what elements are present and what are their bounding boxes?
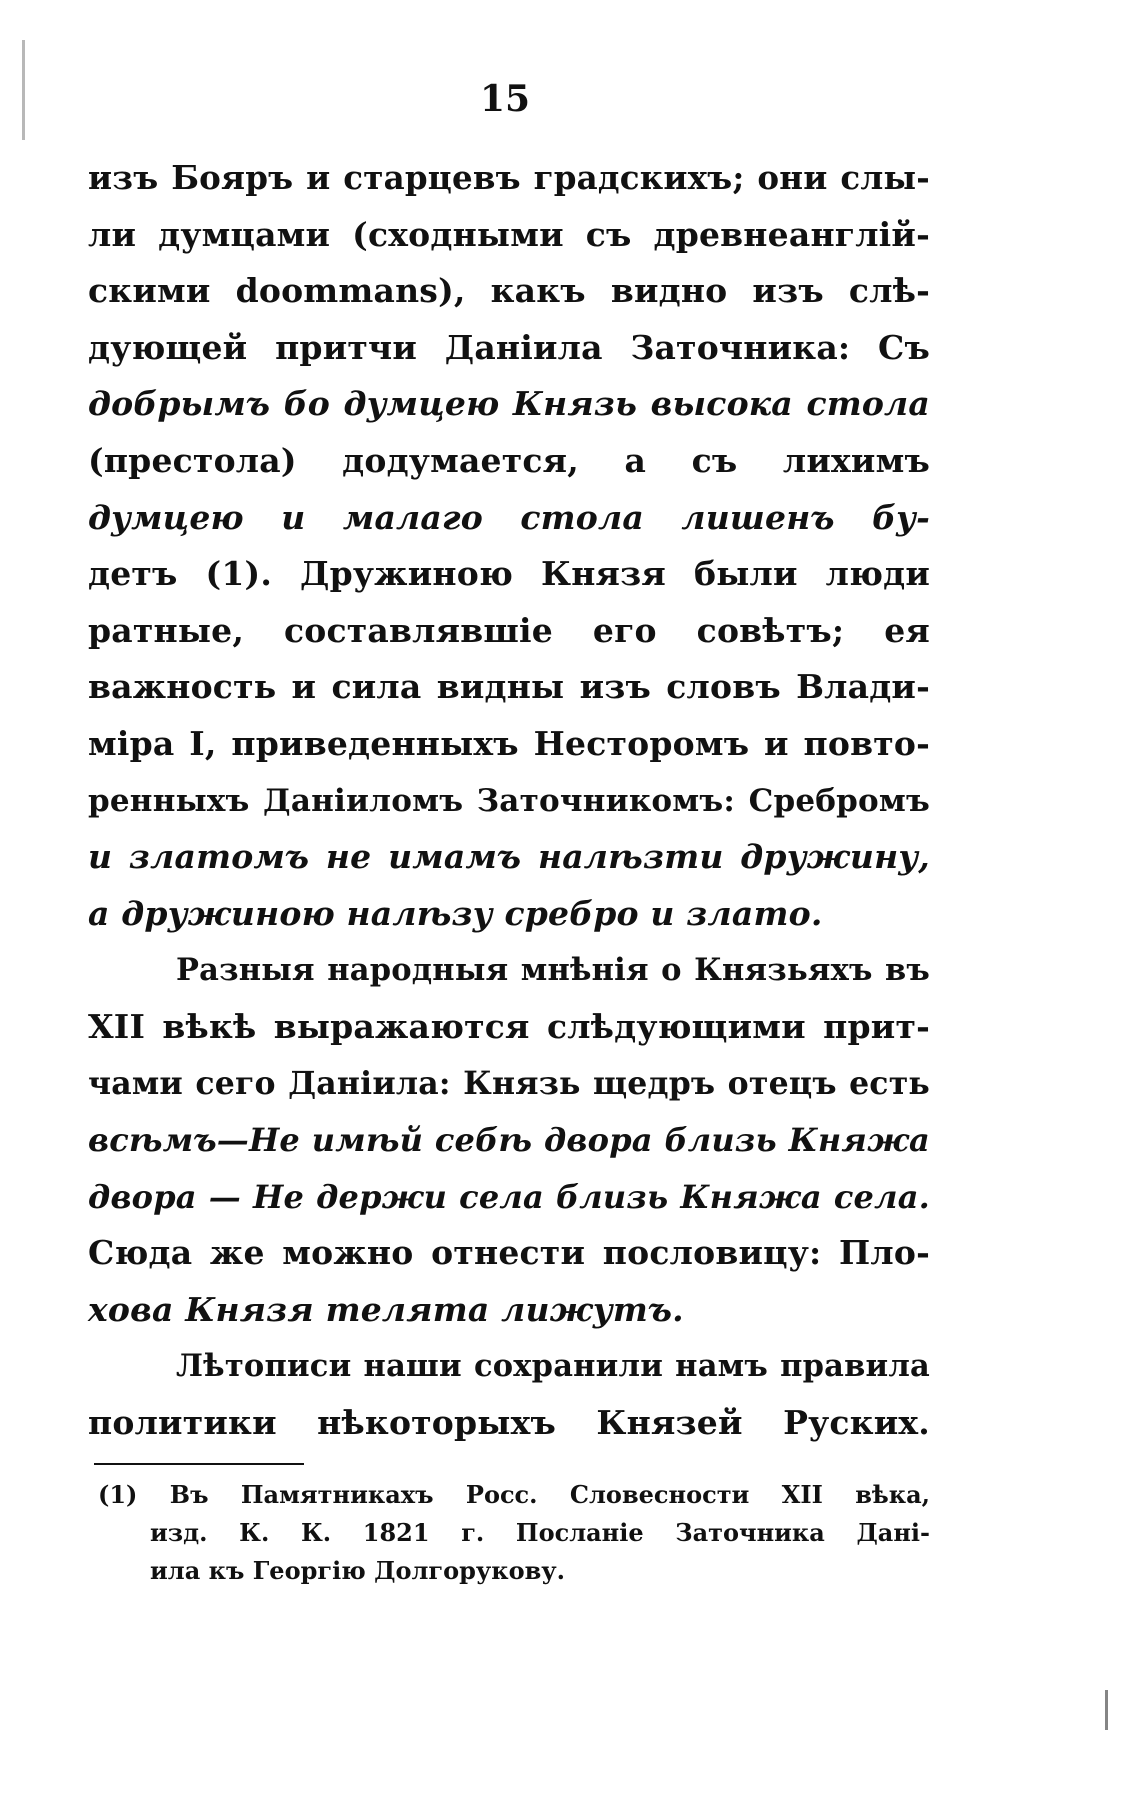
text-line: ратные, составлявшіе его совѣтъ; ея [88,610,930,650]
text-line: XII вѣкѣ выражаются слѣдующими прит- [88,1006,930,1046]
text-line: міра I, приведенныхъ Несторомъ и повто- [88,723,930,763]
text-line: детъ (1). Дружиною Князя были люди [88,554,930,594]
text-line: хова Князя телята лижутъ. [88,1289,684,1329]
footnote [98,1476,930,1590]
text-line: всѣмъ—Не имѣй себѣ двора близь Княжа [88,1121,930,1160]
text-line: скими doommans), какъ видно изъ слѣ- [88,271,930,311]
text-line: ренныхъ Даніиломъ Заточникомъ: Сребромъ [88,782,930,819]
footnote-rule [94,1463,304,1465]
footnote-line: ила къ Георгію Долгорукову. [150,1556,566,1585]
text-line: (престола) додумается, а съ лихимъ [88,440,930,480]
text-line: и златомъ не имамъ налѣзти дружину, [88,837,930,877]
page-number: 15 [479,78,531,120]
footnote-line: (1) Въ Памятникахъ Росс. Словесности XII вѣка, [98,1480,930,1509]
text-line: добрымъ бо думцею Князь высока стола [88,384,930,424]
text-line: а дружиною налѣзу сребро и злато. [88,893,823,933]
footnote-line: изд. К. К. 1821 г. Посланіе Заточника Дані- [150,1518,930,1547]
text-line: ли думцами (сходными съ древнеанглій- [88,214,930,254]
text-line: двора — Не держи села близь Княжа села. [88,1177,930,1216]
text-line: политики нѣкоторыхъ Князей Руских. [88,1403,930,1443]
page-edge-mark-bottom [1105,1690,1108,1730]
text-line: изъ Бояръ и старцевъ градскихъ; они слы- [88,158,930,197]
text-line: думцею и малаго стола лишенъ бу- [88,497,930,537]
text-line: Лѣтописи наши сохранили намъ правила [176,1348,930,1385]
text-line: важность и сила видны изъ словъ Влади- [88,667,930,707]
text-line: Разныя народныя мнѣнія о Князьяхъ въ [176,952,930,989]
text-line: дующей притчи Даніила Заточника: Съ [88,327,930,367]
body-text [88,150,930,1452]
text-line: Сюда же можно отнести пословицу: Пло- [88,1233,930,1273]
text-line: чами сего Даніила: Князь щедръ отецъ есть [88,1064,930,1102]
